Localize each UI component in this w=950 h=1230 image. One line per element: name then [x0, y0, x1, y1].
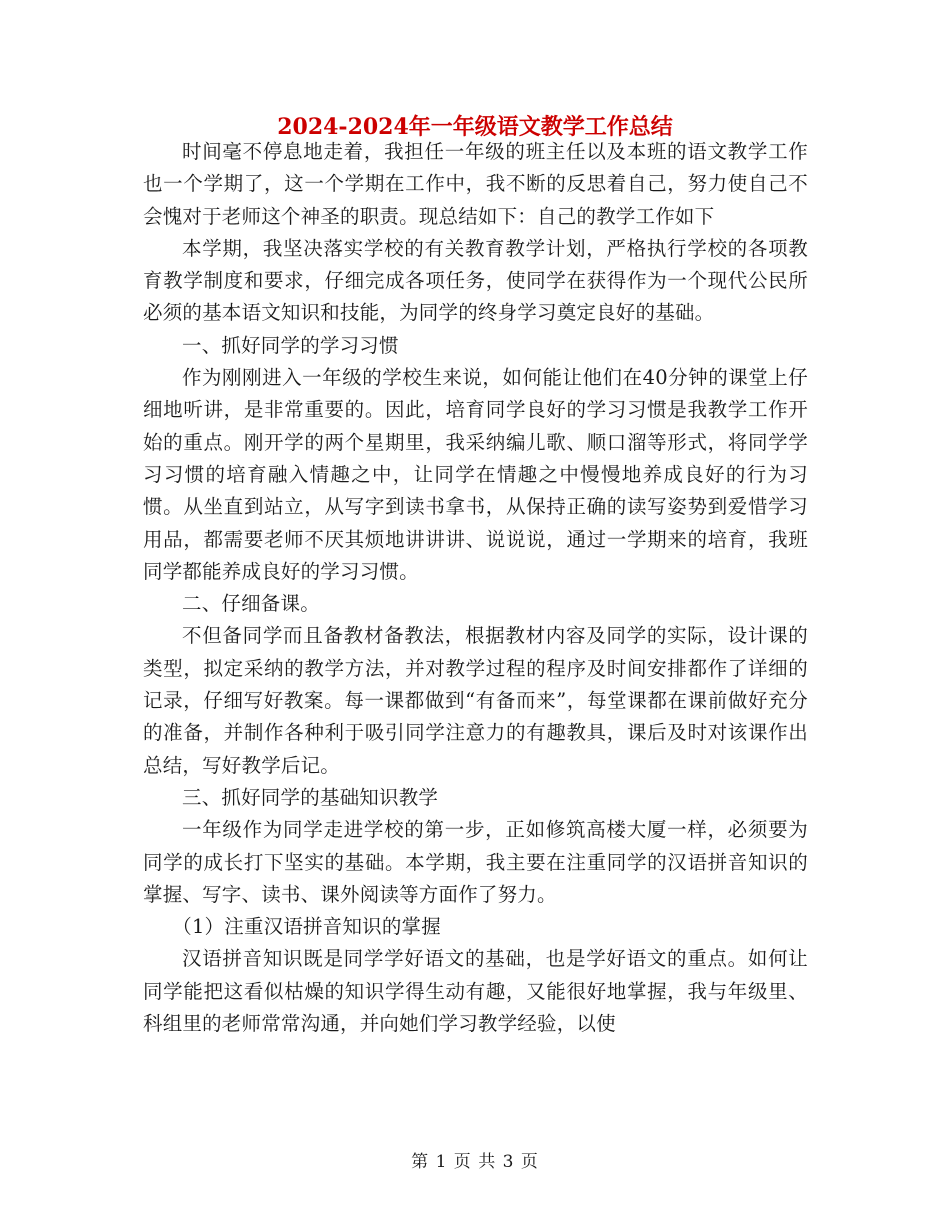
paragraph-semester: 本学期，我坚决落实学校的有关教育教学计划，严格执行学校的各项教育教学制度和要求，仔细完成各项任务，使同学在获得作为一个现代公民所必须的基本语文知识和技能，为同学的终身学习奠定良好的基础。 [143, 236, 808, 325]
paragraph-basics: 一年级作为同学走进学校的第一步，正如修筑高楼大厦一样，必须要为同学的成长打下坚实的基础。本学期，我主要在注重同学的汉语拼音知识的掌握、写字、读书、课外阅读等方面作了努力。 [143, 818, 808, 906]
section-heading-lesson-prep: 二、仔细备课。 [182, 592, 320, 616]
document-body [143, 136, 808, 1040]
subsection-heading-pinyin: （1）注重汉语拼音知识的掌握 [172, 915, 441, 939]
paragraph-intro: 时间毫不停息地走着，我担任一年级的班主任以及本班的语文教学工作也一个学期了，这一个学期在工作中，我不断的反思着自己，努力使自己不会愧对于老师这个神圣的职责。现总结如下：自己的教学工作如下 [143, 140, 808, 228]
section-heading-basics: 三、抓好同学的基础知识教学 [182, 785, 439, 809]
paragraph-habits: 作为刚刚进入一年级的学校生来说，如何能让他们在40分钟的课堂上仔细地听讲，是非常重要的。因此，培育同学良好的学习习惯是我教学工作开始的重点。刚开学的两个星期里，我采纳编儿歌、顺口溜等形式，将同学学习习惯的培育融入情趣之中，让同学在情趣之中慢慢地养成良好的行为习惯。从坐直到站立，从写字到读书拿书，从保持正确的读写姿势到爱惜学习用品，都需要老师不厌其烦地讲讲讲、说说说，通过一学期来的培育，我班同学都能养成良好的学习习惯。 [143, 366, 808, 583]
section-heading-habits: 一、抓好同学的学习习惯 [182, 333, 399, 357]
paragraph-lesson-prep: 不但备同学而且备教材备教法，根据教材内容及同学的实际，设计课的类型，拟定采纳的教学方法，并对教学过程的程序及时间安排都作了详细的记录，仔细写好教案。每一课都做到“有备而来”，每堂课都在课前做好充分的准备，并制作各种利于吸引同学注意力的有趣教具，课后及时对该课作出总结，写好教学后记。 [143, 624, 808, 777]
document-title: 2024-2024年一年级语文教学工作总结 [277, 114, 673, 140]
page-footer: 第 1 页 共 3 页 [411, 1152, 539, 1172]
paragraph-pinyin: 汉语拼音知识既是同学学好语文的基础，也是学好语文的重点。如何让同学能把这看似枯燥的知识学得生动有趣，又能很好地掌握，我与年级里、科组里的老师常常沟通，并向她们学习教学经验，以使 [143, 947, 808, 1036]
